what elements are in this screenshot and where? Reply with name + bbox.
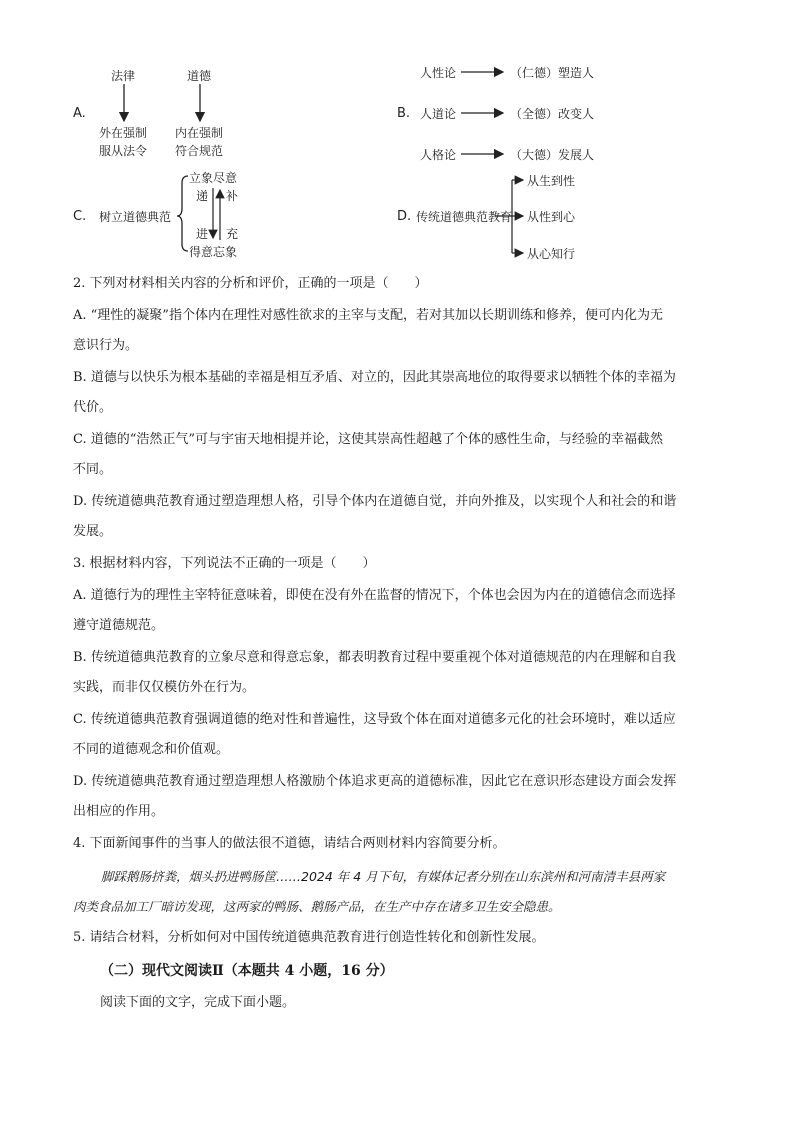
q2-option-c-line2: 不同。 — [73, 462, 113, 477]
c-label-jin: 进 — [196, 227, 209, 241]
d-root: 传统道德典范教育 — [416, 210, 513, 224]
q4-stem: 4. 下面新闻事件的当事人的做法很不道德，请结合两则材料内容简要分析。 — [73, 836, 506, 851]
q3-option-c-line2: 不同的道德观念和价值观。 — [73, 742, 230, 757]
b-row3-left: 人格论 — [420, 148, 457, 162]
c-label-bu: 补 — [226, 189, 239, 203]
c-root: 树立道德典范 — [99, 210, 172, 224]
q5-stem: 5. 请结合材料，分析如何对中国传统道德典范教育进行创造性转化和创新性发展。 — [73, 930, 545, 945]
q3-option-b-line1: B. 传统道德典范教育的立象尽意和得意忘象，都表明教育过程中要重视个体对道德规范的内在理解和自我 — [73, 650, 676, 665]
q3-option-b-line2: 实践，而非仅仅模仿外在行为。 — [73, 680, 256, 695]
c-bottom: 得意忘象 — [189, 245, 238, 259]
b-row2-right: （全德）改变人 — [510, 107, 595, 121]
q3-stem: 3. 根据材料内容，下列说法不正确的一项是（ ） — [73, 556, 376, 571]
a-right-top: 道德 — [187, 69, 212, 83]
q3-option-a-line1: A. 道德行为的理性主宰特征意味着，即使在没有外在监督的情况下，个体也会因为内在的道德信念而选择 — [73, 588, 676, 603]
b-row1-left: 人性论 — [420, 66, 457, 80]
q3-option-a-line2: 遵守道德规范。 — [73, 618, 165, 633]
q2-option-a-line2: 意识行为。 — [73, 338, 139, 353]
a-right-bottom-1: 内在强制 — [175, 126, 224, 140]
option-b-letter: B. — [397, 106, 411, 121]
q2-option-b-line1: B. 道德与以快乐为根本基础的幸福是相互矛盾、对立的，因此其崇高地位的取得要求以牺牲个体的幸福为 — [73, 370, 676, 385]
a-left-bottom-1: 外在强制 — [99, 126, 148, 140]
c-label-di: 递 — [196, 189, 209, 203]
b-row1-right: （仁德）塑造人 — [510, 66, 595, 80]
q3-option-c-line1: C. 传统道德典范教育强调道德的绝对性和普遍性，这导致个体在面对道德多元化的社会环境时，难以适应 — [73, 712, 676, 727]
q2-stem: 2. 下列对材料相关内容的分析和评价，正确的一项是（ ） — [73, 276, 428, 291]
q3-option-d-line2: 出相应的作用。 — [73, 804, 165, 819]
a-left-top: 法律 — [111, 69, 136, 83]
q4-news-line2: 肉类食品加工厂暗访发现，这两家的鸭肠、鹅肠产品，在生产中存在诸多卫生安全隐患。 — [73, 899, 561, 914]
d-item-1: 从生到性 — [527, 174, 576, 188]
q4-news-line1: 脚踩鹅肠挤粪，烟头扔进鸭肠筐……2024 年 4 月下旬，有媒体记者分别在山东滨州和河南清丰县两家 — [101, 869, 666, 884]
q2-option-b-line2: 代价。 — [73, 400, 113, 415]
d-item-3: 从心知行 — [527, 247, 576, 261]
c-label-chong: 充 — [226, 227, 239, 241]
a-left-bottom-2: 服从法令 — [99, 144, 148, 158]
q2-option-d-line2: 发展。 — [73, 524, 113, 539]
b-row3-right: （大德）发展人 — [510, 148, 595, 162]
option-c-letter: C. — [73, 209, 87, 224]
q2-option-d-line1: D. 传统道德典范教育通过塑造理想人格，引导个体内在道德自觉，并向外推及，以实现个人和社会的和谐 — [73, 494, 677, 509]
option-a-letter: A. — [73, 106, 86, 121]
section-instruction: 阅读下面的文字，完成下面小题。 — [100, 995, 296, 1010]
b-row2-left: 人道论 — [420, 107, 457, 121]
d-item-2: 从性到心 — [527, 210, 576, 224]
brace-c — [177, 176, 188, 251]
q2-option-a-line1: A. “理性的凝聚”指个体内在理性对感性欲求的主宰与支配，若对其加以长期训练和修养，便可内化为无 — [73, 308, 663, 323]
q2-option-c-line1: C. 道德的“浩然正气”可与宇宙天地相提并论，这使其崇高性超越了个体的感性生命，与经验的幸福截然 — [73, 432, 664, 447]
section-title: （二）现代文阅读Ⅱ（本题共 4 小题，16 分） — [100, 963, 394, 979]
option-d-letter: D. — [397, 209, 412, 224]
q3-option-d-line1: D. 传统道德典范教育通过塑造理想人格激励个体追求更高的道德标准，因此它在意识形态建设方面会发挥 — [73, 774, 677, 789]
c-top: 立象尽意 — [189, 171, 238, 185]
a-right-bottom-2: 符合规范 — [175, 144, 224, 158]
